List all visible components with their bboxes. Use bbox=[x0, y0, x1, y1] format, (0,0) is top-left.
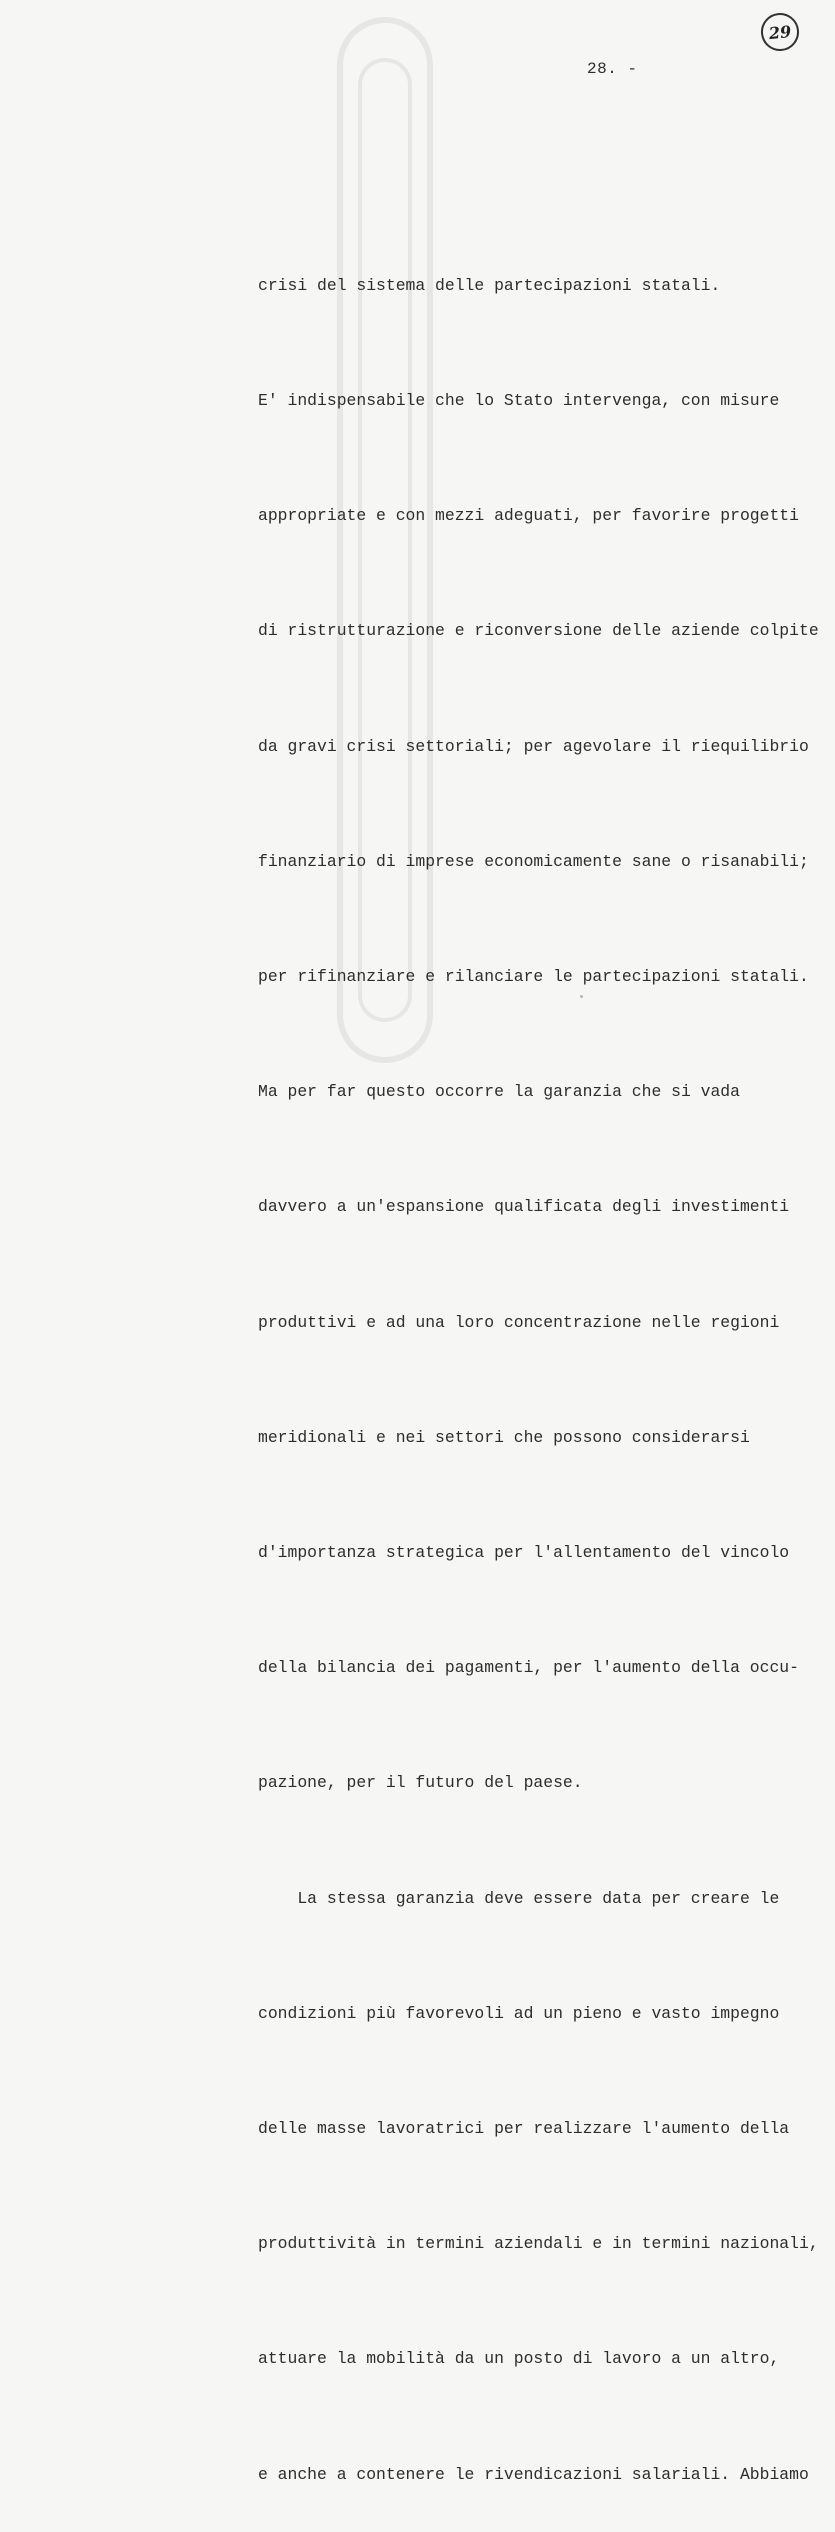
paper-speck bbox=[580, 995, 583, 998]
text-line: pazione, per il futuro del paese. bbox=[258, 1773, 583, 1793]
text-line: crisi del sistema delle partecipazioni statali. bbox=[258, 275, 721, 295]
archive-stamp bbox=[759, 11, 801, 53]
text-line: attuare la mobilità da un posto di lavoro a un altro, bbox=[258, 2349, 780, 2369]
text-line: da gravi crisi settoriali; per agevolare il riequilibrio bbox=[258, 736, 809, 756]
text-line: produttivi e ad una loro concentrazione nelle regioni bbox=[258, 1312, 780, 1332]
text-line: d'importanza strategica per l'allentamento del vincolo bbox=[258, 1543, 790, 1563]
text-line: E' indispensabile che lo Stato intervenga, con misure bbox=[258, 391, 780, 411]
text-line: di ristrutturazione e riconversione delle aziende colpite bbox=[258, 621, 819, 641]
text-line: Ma per far questo occorre la garanzia che si vada bbox=[258, 1082, 740, 1102]
document-body bbox=[258, 190, 828, 2532]
text-line: della bilancia dei pagamenti, per l'aumento della occu- bbox=[258, 1658, 799, 1678]
page-number: 28. - bbox=[587, 60, 638, 78]
text-line: La stessa garanzia deve essere data per creare le bbox=[258, 1888, 780, 1908]
text-line: delle masse lavoratrici per realizzare l'aumento della bbox=[258, 2119, 790, 2139]
text-line: e anche a contenere le rivendicazioni salariali. Abbiamo bbox=[258, 2464, 809, 2484]
stamp-number: 29 bbox=[767, 21, 793, 43]
text-line: produttività in termini aziendali e in termini nazionali, bbox=[258, 2234, 819, 2254]
text-line: davvero a un'espansione qualificata degli investimenti bbox=[258, 1197, 790, 1217]
text-line: appropriate e con mezzi adeguati, per favorire progetti bbox=[258, 506, 799, 526]
text-line: condizioni più favorevoli ad un pieno e vasto impegno bbox=[258, 2003, 780, 2023]
text-line: finanziario di imprese economicamente sane o risanabili; bbox=[258, 851, 809, 871]
text-line: per rifinanziare e rilanciare le partecipazioni statali. bbox=[258, 967, 809, 987]
text-line: meridionali e nei settori che possono considerarsi bbox=[258, 1427, 750, 1447]
